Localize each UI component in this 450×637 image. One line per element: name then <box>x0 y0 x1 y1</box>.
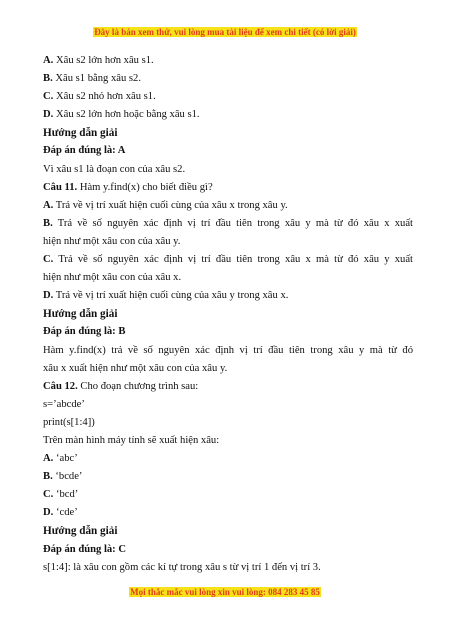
text-line <box>43 396 413 414</box>
line-label: A. <box>43 55 54 66</box>
text-line <box>43 504 413 522</box>
line-label: A. <box>43 199 54 211</box>
line-text: s=’abcde’ <box>43 398 85 410</box>
text-line <box>43 197 413 215</box>
line-text: Xâu s2 lớn hơn hoặc bằng xâu s1. <box>55 109 200 121</box>
line-label: Câu 12. <box>43 380 78 392</box>
text-line <box>43 287 413 305</box>
text-line <box>43 486 413 504</box>
line-label: B. <box>43 217 53 229</box>
text-line <box>43 179 413 197</box>
line-text: Xâu s2 nhỏ hơn xâu s1. <box>55 91 156 103</box>
line-text: ‘bcde’ <box>55 471 83 483</box>
line-label: B. <box>43 471 53 483</box>
contact-footer-text: Mọi thắc mắc vui lòng xin vui lòng: 084 283 45 85 <box>130 587 320 597</box>
line-label: Đáp án đúng là: B <box>43 326 126 338</box>
text-line <box>43 450 413 468</box>
line-label: A. <box>43 453 54 465</box>
section-heading: Hướng dẫn giải <box>43 127 118 140</box>
line-label: Câu 11. <box>43 181 78 193</box>
text-line <box>43 233 413 251</box>
line-text: hiện như một xâu con của xâu x. <box>43 272 182 284</box>
line-text: print(s[1:4]) <box>43 416 95 428</box>
text-line <box>43 215 413 233</box>
text-line <box>43 414 413 432</box>
contact-footer-banner <box>0 587 450 597</box>
text-line <box>43 541 413 559</box>
line-text: Xâu s1 bằng xâu s2. <box>55 73 141 85</box>
section-heading: Hướng dẫn giải <box>43 308 118 321</box>
line-label: D. <box>43 507 54 519</box>
line-text: Vì xâu s1 là đoạn con của xâu s2. <box>43 163 186 175</box>
preview-notice-banner <box>0 27 450 37</box>
text-line <box>43 468 413 486</box>
line-label: D. <box>43 109 54 121</box>
text-line <box>43 323 413 341</box>
line-text: Hàm y.find(x) trả về số nguyên xác định vị trí đầu tiên trong xâu y mà từ đó <box>43 344 413 356</box>
preview-notice-text: Đây là bản xem thử, vui lòng mua tài liệu để xem chi tiết (có lời giải) <box>94 27 356 37</box>
line-text: ‘bcd’ <box>55 489 79 501</box>
text-line <box>43 269 413 287</box>
line-text: Cho đoạn chương trình sau: <box>80 380 199 392</box>
line-text: xâu x xuất hiện như một xâu con của xâu y. <box>43 362 228 374</box>
text-line <box>43 106 413 124</box>
line-text: hiện như một xâu con của xâu y. <box>43 235 181 247</box>
line-text: Trả về vị trí xuất hiện cuối cùng của xâu y trong xâu x. <box>55 290 289 302</box>
line-text: Hàm y.find(x) cho biết điều gì? <box>79 181 213 193</box>
line-text: Trả về số nguyên xác định vị trí đầu tiên trong xâu y mà từ đó xâu x xuất <box>57 217 413 229</box>
text-line <box>43 559 413 577</box>
text-line <box>43 432 413 450</box>
text-line <box>43 342 413 360</box>
line-label: B. <box>43 73 53 85</box>
text-line <box>43 251 413 269</box>
line-text: Trả về số nguyên xác định vị trí đầu tiên trong xâu x mà từ đó xâu y xuất <box>58 254 413 266</box>
line-text: ‘cde’ <box>55 507 78 519</box>
line-label: D. <box>43 290 54 302</box>
text-line <box>43 88 413 106</box>
line-label: Đáp án đúng là: C <box>43 543 127 555</box>
text-line <box>43 378 413 396</box>
line-label: Đáp án đúng là: A <box>43 145 126 157</box>
line-text: Xâu s2 lớn hơn xâu s1. <box>55 55 154 66</box>
text-line <box>43 161 413 179</box>
line-label: C. <box>43 254 54 266</box>
text-line <box>43 360 413 378</box>
text-line <box>43 142 413 160</box>
text-line <box>43 70 413 88</box>
text-line <box>43 52 413 70</box>
line-text: Trên màn hình máy tính sẽ xuất hiện xâu: <box>43 434 220 446</box>
line-label: C. <box>43 91 54 103</box>
line-text: ‘abc’ <box>55 453 78 465</box>
section-heading: Hướng dẫn giải <box>43 525 118 538</box>
document-body <box>43 52 413 577</box>
line-text: Trả về vị trí xuất hiện cuối cùng của xâu x trong xâu y. <box>55 199 288 211</box>
line-text: s[1:4]: là xâu con gồm các kí tự trong xâu s từ vị trí 1 đến vị trí 3. <box>43 561 321 573</box>
line-label: C. <box>43 489 54 501</box>
